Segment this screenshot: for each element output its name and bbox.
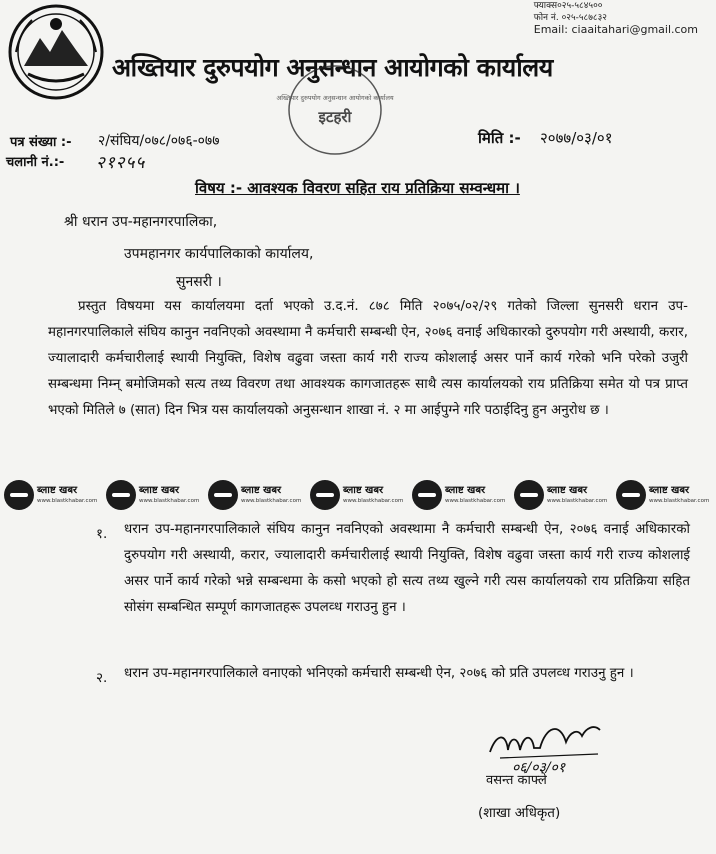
body-paragraph	[48, 294, 688, 424]
watermark-name: ब्लाष्ट खबर	[37, 485, 78, 496]
watermark-name: ब्लाष्ट खबर	[649, 485, 690, 496]
handwritten-signature	[470, 712, 620, 776]
ref-label: पत्र संख्या :-	[10, 135, 72, 150]
recipient-line-2: उपमहानगर कार्यपालिकाको कार्यालय,	[124, 246, 314, 262]
watermark-url: www.blastkhabar.com	[649, 498, 710, 504]
watermark-url: www.blastkhabar.com	[343, 498, 404, 504]
recipient-line-3: सुनसरी ।	[176, 274, 222, 290]
watermark-logo-icon	[616, 480, 646, 510]
official-stamp	[276, 62, 394, 158]
watermark-url: www.blastkhabar.com	[139, 498, 200, 504]
watermark-logo-icon	[514, 480, 544, 510]
item-2	[124, 661, 690, 687]
body-paragraph-text: प्रस्तुत विषयमा यस कार्यालयमा दर्ता भएको उ.द.नं. ८७८ मिति २०७५/०२/२९ गतेको जिल्ला सुनसरी धरान उप-महानगरपालिकाले संघिय कानुन नवनिएको अवस्थामा नै कर्मचारी सम्बन्धी ऐन, २०७६ वनाई अधिकारको दुरुपयोग गरी अस्थायी, करार, ज्यालादारी कर्मचारीलाई स्थायी नियुक्ति, विशेष वढुवा जस्ता कार्य गरी राज्य कोशलाई असर पार्ने कार्य गरेको भनि परेको उजुरी सम्बन्धमा निम्न् बमोजिमको सत्य तथ्य विवरण तथा आवश्यक कागजातहरू साथै त्यस कार्यालयको राय प्रतिक्रिया समेत यो पत्र प्राप्त भएको मितिले ७ (सात) दिन भित्र यस कार्यालयको अनुसन्धान शाखा नं. २ मा आईपुग्ने गरि पठाईदिनु हुन अनुरोध छ ।	[48, 299, 688, 418]
contact-info	[534, 0, 698, 36]
watermark-logo-icon	[208, 480, 238, 510]
dispatch-label: चलानी नं.:-	[6, 155, 65, 170]
stamp-city: इटहरी	[318, 108, 352, 126]
watermark-url: www.blastkhabar.com	[547, 498, 608, 504]
item-1-text: धरान उप-महानगरपालिकाले संघिय कानुन नवनिएको अवस्थामा नै कर्मचारी सम्बन्धी ऐन, २०७६ वनाई अधिकारको दुरुपयोग गरी अस्थायी, करार, ज्यालादारी कर्मचारीलाई स्थायी नियुक्ति, विशेष वढुवा जस्ता कार्य गरी राज्य कोशलाई असर पार्ने कार्य गरेको भन्ने सम्बन्धमा के कसो भएको हो सत्य तथ्य खुल्ने गरी त्यस कार्यालयको राय प्रतिक्रिया सहित सोसंग सम्बन्धित सम्पूर्ण कागजातहरू उपलव्ध गराउनु हुन ।	[124, 522, 690, 615]
watermark-name: ब्लाष्ट खबर	[445, 485, 486, 496]
watermark-band	[0, 476, 716, 514]
stamp-text: अख्तियार दुरुपयोग अनुसन्धान आयोगको कार्यालय	[276, 94, 394, 102]
item-1	[124, 517, 690, 621]
watermark-url: www.blastkhabar.com	[241, 498, 302, 504]
watermark-item	[514, 480, 614, 510]
watermark-logo-icon	[106, 480, 136, 510]
watermark-url: www.blastkhabar.com	[37, 498, 98, 504]
email-address: Email: ciaaitahari@gmail.com	[533, 23, 698, 36]
dispatch-value: २१२५५	[96, 153, 146, 173]
subject-line: विषय :- आवश्यक विवरण सहित राय प्रतिक्रिया सम्वन्धमा ।	[195, 179, 520, 197]
recipient-line-1: श्री धरान उप-महानगरपालिका,	[64, 214, 218, 230]
date-label: मिति :-	[478, 129, 521, 147]
nepal-emblem-icon	[6, 2, 106, 102]
fax-number: फोन नं. ०२५-५८७८३२	[533, 13, 607, 23]
item-number-1: १.	[96, 526, 108, 542]
watermark-name: ब्लाष्ट खबर	[139, 485, 180, 496]
signatory-name: वसन्त काफ्ले	[486, 773, 547, 788]
item-number-2: २.	[96, 670, 108, 686]
watermark-item	[106, 480, 206, 510]
watermark-logo-icon	[310, 480, 340, 510]
office-title: अख्तियार दुरुपयोग अनुसन्धान आयोगको कार्यालय	[112, 53, 553, 82]
signatory-title: (शाखा अधिकृत)	[478, 805, 561, 821]
watermark-name: ब्लाष्ट खबर	[547, 485, 588, 496]
watermark-item	[4, 480, 104, 510]
watermark-logo-icon	[412, 480, 442, 510]
watermark-item	[310, 480, 410, 510]
watermark-item	[208, 480, 308, 510]
signature-date: ०६/०३/०१	[512, 760, 566, 776]
watermark-item	[616, 480, 716, 510]
phone-number: फ्याक्स०२५-५८४५००	[533, 1, 603, 11]
watermark-url: www.blastkhabar.com	[445, 498, 506, 504]
item-2-text: धरान उप-महानगरपालिकाले वनाएको भनिएको कर्मचारी सम्बन्धी ऐन, २०७६ को प्रति उपलव्ध गराउनु हुन ।	[124, 666, 634, 681]
watermark-name: ब्लाष्ट खबर	[241, 485, 282, 496]
watermark-item	[412, 480, 512, 510]
ref-value: २/संघिय/०७८/०७६-०७७	[98, 133, 220, 149]
watermark-logo-icon	[4, 480, 34, 510]
watermark-name: ब्लाष्ट खबर	[343, 485, 384, 496]
date-value: २०७७/०३/०१	[540, 129, 613, 147]
